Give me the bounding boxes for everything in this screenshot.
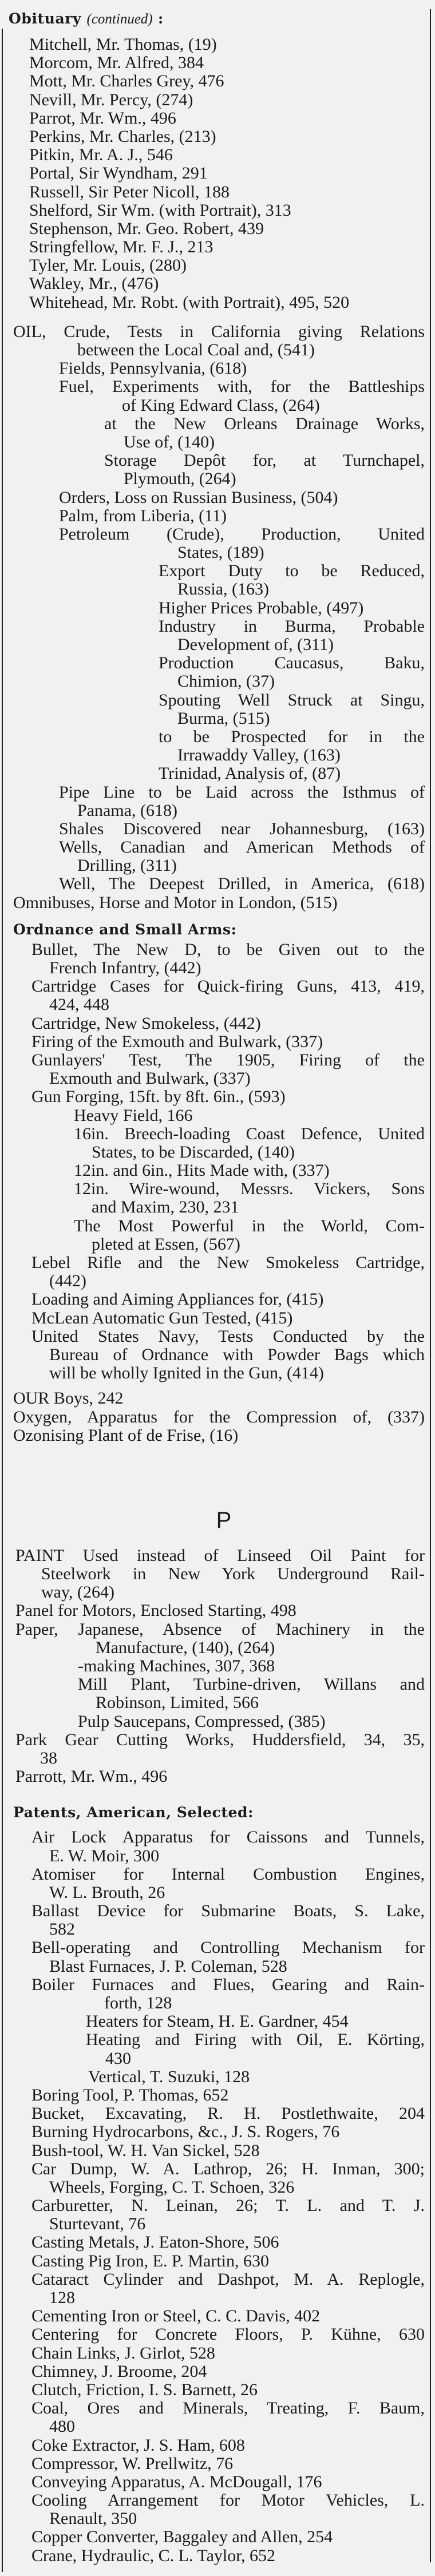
index-entry-line: French Infantry, (442) (49, 958, 201, 977)
index-entry-line: Tyler, Mr. Louis, (280) (29, 256, 187, 275)
index-entry-line: Whitehead, Mr. Robt. (with Portrait), 495, 520 (29, 292, 350, 312)
index-entry-line: Stringfellow, Mr. F. J., 213 (29, 237, 213, 257)
index-entry-line: OIL, Crude, Tests in California giving Relations (13, 322, 425, 341)
index-entry-line: Shales Discovered near Johannesburg, (163) (59, 819, 425, 838)
index-entry-line: Renault, 350 (49, 2509, 137, 2529)
index-entry-line: Crane, Hydraulic, C. L. Taylor, 652 (31, 2546, 276, 2565)
index-entry-line: Casting Metals, J. Eaton-Shore, 506 (31, 2233, 279, 2252)
index-entry-line: Bureau of Ordnance with Powder Bags which (49, 1345, 425, 1364)
index-entry-line: Vertical, T. Suzuki, 128 (88, 2067, 250, 2086)
index-entry-line: Russia, (163) (177, 580, 269, 599)
index-entry-line: 582 (49, 1920, 75, 1939)
index-entry-line: Car Dump, W. A. Lathrop, 26; H. Inman, 300; (31, 2159, 425, 2178)
index-entry-line: at the New Orleans Drainage Works, (104, 414, 425, 433)
index-entry-line: Wells, Canadian and American Methods of (59, 838, 425, 857)
index-entry-line: Cartridge Cases for Quick-firing Guns, 413, 419, (31, 977, 425, 996)
index-entry-line: Parrot, Mr. Wm., 496 (29, 108, 176, 128)
ordnance-entries (0, 941, 425, 1383)
index-entry-line: Drilling, (311) (77, 856, 177, 875)
index-entry-line: Fields, Pennsylvania, (618) (59, 359, 247, 378)
index-entry-line: Shelford, Sir Wm. (with Portrait), 313 (29, 200, 291, 220)
index-entry-line: Oxygen, Apparatus for the Compression of, (337) (13, 1407, 425, 1426)
index-entry-line: Heating and Firing with Oil, E. Körting, (86, 2030, 425, 2050)
index-entry-line: forth, 128 (104, 1994, 172, 2012)
index-entry-line: Exmouth and Bulwark, (337) (49, 1069, 251, 1088)
index-entry-line: Chimion, (37) (177, 672, 275, 691)
index-entry-line: Development of, (311) (177, 635, 334, 654)
index-entry-line: Portal, Sir Wyndham, 291 (29, 164, 208, 183)
index-entry-line: Manufacture, (140), (264) (96, 1638, 275, 1657)
index-entry-line: 424, 448 (49, 995, 109, 1014)
o-misc-entries (0, 1389, 425, 1445)
index-entry-line: Paper, Japanese, Absence of Machinery in the (15, 1619, 425, 1639)
index-entry-line: Pulp Saucepans, Compressed, (385) (78, 1711, 326, 1731)
index-entry-line: McLean Automatic Gun Tested, (415) (31, 1308, 293, 1327)
index-entry-line: Mill Plant, Turbine-driven, Willans and (78, 1675, 425, 1694)
index-entry-line: States, (189) (177, 543, 264, 562)
index-entry-line: 430 (105, 2048, 131, 2068)
index-entry-line: Casting Pig Iron, E. P. Martin, 630 (31, 2251, 270, 2270)
index-entry-line: Export Duty to be Reduced, (159, 561, 425, 581)
ordnance-heading: Ordnance and Small Arms: (13, 921, 237, 938)
index-entry-line: OUR Boys, 242 (13, 1389, 124, 1408)
index-entry-line: Palm, from Liberia, (11) (59, 506, 227, 525)
index-entry-line: Irrawaddy Valley, (163) (177, 746, 341, 765)
obituary-heading-title: Obituary (9, 10, 82, 27)
index-entry-line: Cementing Iron or Steel, C. C. Davis, 402 (31, 2306, 321, 2326)
index-entry-line: States, to be Discarded, (140) (92, 1142, 295, 1162)
index-entry-line: Russell, Sir Peter Nicoll, 188 (29, 182, 230, 201)
index-entry-line: Firing of the Exmouth and Bulwark, (337) (31, 1032, 323, 1051)
index-entry-line: Carburetter, N. Leinan, 26; T. L. and T. J. (31, 2196, 425, 2216)
page-border-right (430, 9, 431, 2562)
index-entry-line: 16in. Breech-loading Coast Defence, United (74, 1124, 425, 1143)
index-entry-line: Bullet, The New D, to be Given out to the (31, 940, 425, 959)
index-entry-line: (442) (49, 1271, 86, 1291)
p-entries (0, 1547, 425, 1786)
index-entry-line: Boiler Furnaces and Flues, Gearing and Rain- (31, 1975, 425, 1994)
index-entry-line: PAINT Used instead of Linseed Oil Paint for (15, 1545, 425, 1565)
index-entry-line: Orders, Loss on Russian Business, (504) (59, 488, 338, 507)
index-entry-line: Omnibuses, Horse and Motor in London, (515) (13, 893, 338, 912)
index-entry-line: Morcom, Mr. Alfred, 384 (29, 53, 204, 73)
index-entry-line: Bell-operating and Controlling Mechanism for (31, 1938, 425, 1957)
index-entry-line: Atomiser for Internal Combustion Engines, (31, 1864, 425, 1884)
index-entry-line: Wheels, Forging, C. T. Schoen, 326 (49, 2177, 295, 2197)
index-entry-line: Higher Prices Probable, (497) (159, 598, 364, 617)
index-entry-line: Panama, (618) (77, 800, 177, 820)
index-entry-line: -making Machines, 307, 368 (78, 1656, 275, 1675)
index-entry-line: Bucket, Excavating, R. H. Postlethwaite, 204 (31, 2104, 425, 2123)
index-entry-line: Pitkin, Mr. A. J., 546 (29, 145, 173, 165)
continued-label: (continued) (86, 11, 153, 27)
index-entry-line: Parrott, Mr. Wm., 496 (15, 1767, 168, 1786)
index-entry-line: Well, The Deepest Drilled, in America, (618) (59, 874, 425, 894)
obituary-entries (0, 35, 425, 312)
index-entry-line: W. L. Brouth, 26 (49, 1883, 165, 1902)
index-entry-line: way, (264) (41, 1583, 115, 1602)
index-entry-line: Petroleum (Crude), Production, United (59, 524, 425, 544)
index-entry-line: Centering for Concrete Floors, P. Kühne, 630 (31, 2325, 425, 2344)
index-entry-line: Fuel, Experiments with, for the Battleships (59, 377, 425, 397)
index-entry-line: Bush-tool, W. H. Van Sickel, 528 (31, 2141, 260, 2160)
index-entry-line: Air Lock Apparatus for Caissons and Tunnels, (31, 1828, 425, 1847)
index-entry-line: 12in. and 6in., Hits Made with, (337) (74, 1161, 330, 1180)
index-entry-line: between the Local Coal and, (541) (77, 340, 315, 359)
patents-heading: Patents, American, Selected: (13, 1804, 254, 1821)
index-entry-line: Heaters for Steam, H. E. Gardner, 454 (86, 2012, 349, 2031)
index-entry-line: Mott, Mr. Charles Grey, 476 (29, 72, 224, 91)
index-entry-line: 12in. Wire-wound, Messrs. Vickers, Sons (74, 1179, 425, 1199)
index-entry-line: Coke Extractor, J. S. Ham, 608 (31, 2435, 245, 2455)
heading-colon: : (158, 10, 164, 27)
index-entry-line: pleted at Essen, (567) (92, 1234, 240, 1254)
index-entry-line: Clutch, Friction, I. S. Barnett, 26 (31, 2380, 258, 2399)
index-entry-line: and Maxim, 230, 231 (92, 1198, 239, 1217)
index-entry-line: The Most Powerful in the World, Com- (74, 1216, 425, 1235)
index-entry-line: United States Navy, Tests Conducted by the (31, 1326, 425, 1346)
index-entry-line: 38 (40, 1748, 57, 1767)
index-entry-line: Cartridge, New Smokeless, (442) (31, 1013, 261, 1033)
index-entry-line: Spouting Well Struck at Singu, (159, 690, 425, 710)
index-entry-line: Burning Hydrocarbons, &c., J. S. Rogers, 76 (31, 2122, 340, 2142)
index-entry-line: Cooling Arrangement for Motor Vehicles, L. (31, 2491, 425, 2510)
section-letter-p: P (216, 1507, 232, 1533)
index-entry-line: Robinson, Limited, 566 (96, 1693, 259, 1713)
index-entry-line: 128 (49, 2288, 75, 2307)
index-entry-line: Panel for Motors, Enclosed Starting, 498 (15, 1601, 296, 1620)
index-entry-line: Coal, Ores and Minerals, Treating, F. Baum, (31, 2399, 425, 2418)
index-entry-line: Storage Depôt for, at Turnchapel, (104, 451, 425, 470)
index-entry-line: Wakley, Mr., (476) (29, 274, 159, 294)
index-entry-line: Gun Forging, 15ft. by 8ft. 6in., (593) (31, 1087, 286, 1107)
index-entry-line: Use of, (140) (124, 432, 215, 451)
index-entry-line: Sturtevant, 76 (49, 2214, 146, 2234)
index-entry-line: Production Caucasus, Baku, (159, 653, 425, 673)
index-entry-line: of King Edward Class, (264) (122, 395, 320, 415)
index-entry-line: Gunlayers' Test, The 1905, Firing of the (31, 1050, 425, 1069)
index-entry-line: Perkins, Mr. Charles, (213) (29, 126, 216, 146)
index-entry-line: 480 (49, 2417, 75, 2436)
index-entry-line: Stephenson, Mr. Geo. Robert, 439 (29, 219, 264, 238)
index-entry-line: Copper Converter, Baggaley and Allen, 254 (31, 2527, 333, 2547)
index-entry-line: will be wholly Ignited in the Gun, (414) (49, 1364, 324, 1383)
index-entry-line: Chimney, J. Broome, 204 (31, 2361, 207, 2381)
index-entry-line: Compressor, W. Prellwitz, 76 (31, 2454, 234, 2473)
index-entry-line: Blast Furnaces, J. P. Coleman, 528 (49, 1956, 287, 1976)
index-entry-line: Mitchell, Mr. Thomas, (19) (29, 35, 217, 54)
index-entry-line: Chain Links, J. Girlot, 528 (31, 2343, 215, 2363)
patents-entries (0, 1828, 425, 2565)
index-entry-line: Trinidad, Analysis of, (87) (159, 764, 341, 783)
index-entry-line: Industry in Burma, Probable (159, 616, 425, 636)
index-entry-line: Plymouth, (264) (124, 469, 236, 489)
index-entry-line: Ozonising Plant of de Frise, (16) (13, 1425, 239, 1445)
index-entry-line: Nevill, Mr. Percy, (274) (29, 90, 193, 109)
index-entry-line: Pipe Line to be Laid across the Isthmus of (59, 782, 425, 802)
index-entry-line: E. W. Moir, 300 (49, 1846, 160, 1865)
index-entry-line: Cataract Cylinder and Dashpot, M. A. Replogle, (31, 2269, 425, 2289)
oil-entries (0, 323, 425, 912)
index-entry-line: to be Prospected for in the (159, 727, 425, 746)
index-entry-line: Ballast Device for Submarine Boats, S. Lake, (31, 1901, 425, 1921)
index-entry-line: Boring Tool, P. Thomas, 652 (31, 2085, 229, 2105)
obituary-heading (0, 10, 425, 28)
index-entry-line: Park Gear Cutting Works, Huddersfield, 34, 35, (15, 1730, 425, 1749)
index-entry-line: Conveying Apparatus, A. McDougall, 176 (31, 2472, 322, 2491)
index-entry-line: Heavy Field, 166 (74, 1105, 193, 1125)
index-entry-line: Steelwork in New York Underground Rail- (41, 1564, 425, 1584)
index-entry-line: Burma, (515) (177, 708, 270, 728)
index-entry-line: Loading and Aiming Appliances for, (415) (31, 1290, 324, 1309)
index-entry-line: Lebel Rifle and the New Smokeless Cartridge, (31, 1253, 425, 1272)
